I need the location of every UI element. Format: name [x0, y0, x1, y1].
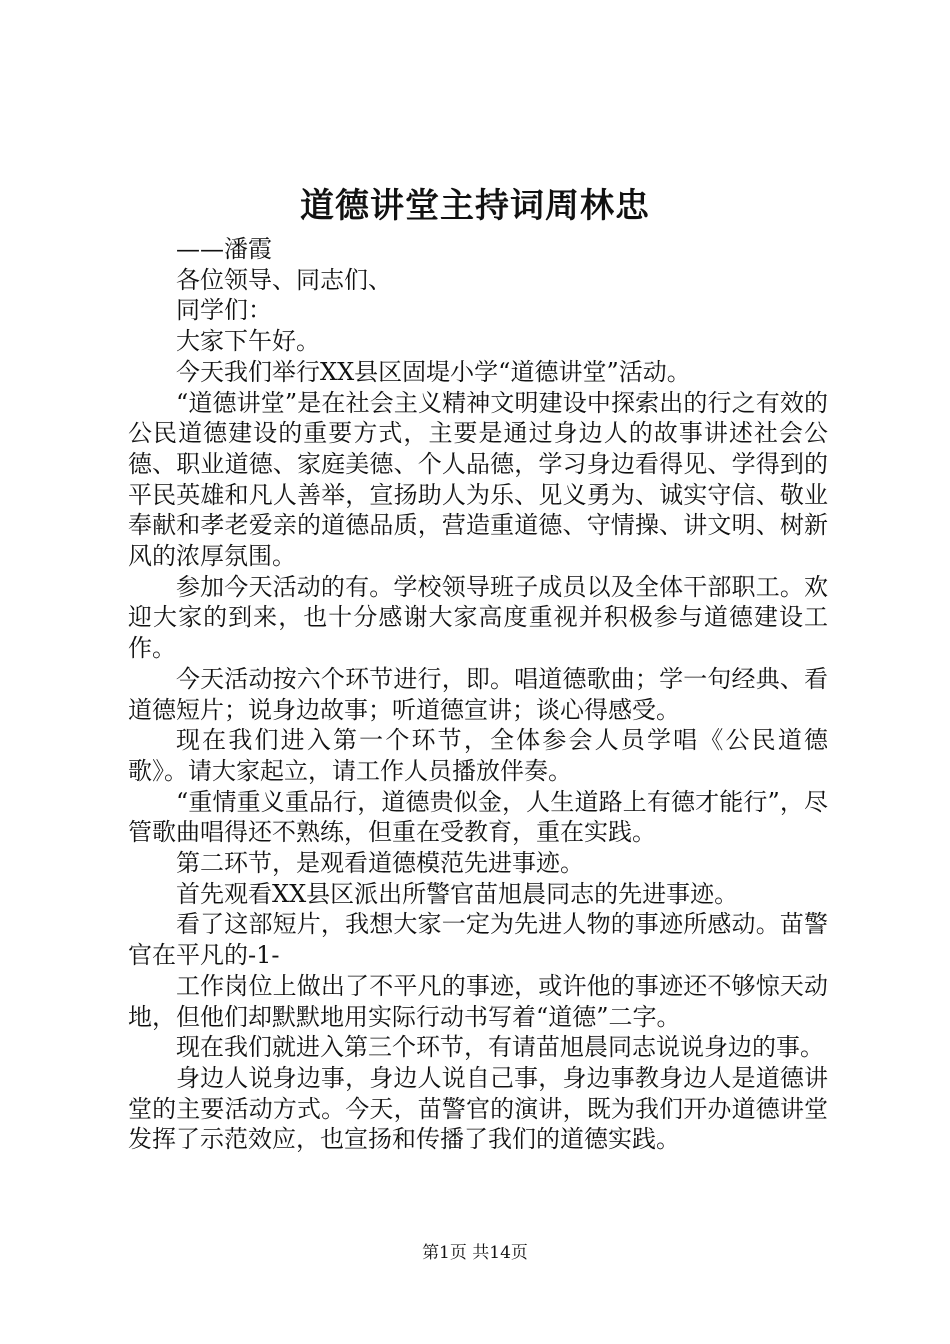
paragraph-attendees: 参加今天活动的有。学校领导班子成员以及全体干部职工。欢迎大家的到来，也十分感谢大家高度重视并积极参与道德建设工作。 [128, 572, 828, 663]
paragraph-agenda: 今天活动按六个环节进行，即。唱道德歌曲；学一句经典、看道德短片；说身边故事；听道德宣讲；谈心得感受。 [128, 664, 828, 724]
page-footer: 第1页 共14页 [422, 1243, 528, 1263]
paragraph-greeting-2: 同学们： [176, 296, 272, 325]
document-body [128, 234, 828, 1155]
paragraph-video-reflection: 看了这部短片，我想大家一定为先进人物的事迹所感动。苗警官在平凡的-1- [128, 910, 828, 970]
paragraph-song-quote: “重情重义重品行，道德贵似金，人生道路上有德才能行”，尽管歌曲唱得还不熟练，但重在受教育，重在实践。 [128, 787, 828, 847]
paragraph-greeting-1: 各位领导、同志们、 [176, 265, 392, 294]
document-title: 道德讲堂主持词周林忠 [300, 186, 650, 226]
paragraph-event-intro: 今天我们举行XX县区固堤小学“道德讲堂”活动。 [176, 357, 691, 386]
paragraph-greeting-3: 大家下午好。 [176, 327, 320, 356]
paragraph-third-segment: 现在我们就进入第三个环节，有请苗旭晨同志说说身边的事。 [176, 1033, 824, 1062]
paragraph-video-continuation: 工作岗位上做出了不平凡的事迹，或许他的事迹还不够惊天动地，但他们却默默地用实际行动书写着“道德”二字。 [128, 971, 828, 1031]
paragraph-lecture-description: “道德讲堂”是在社会主义精神文明建设中探索出的行之有效的公民道德建设的重要方式，主要是通过身边人的故事讲述社会公德、职业道德、家庭美德、个人品德，学习身边看得见、学得到的平民英雄和凡人善举，宣扬助人为乐、见义勇为、诚实守信、敬业奉献和孝老爱亲的道德品质，营造重道德、守情操、讲文明、树新风的浓厚氛围。 [128, 388, 828, 571]
paragraph-second-segment: 第二环节，是观看道德模范先进事迹。 [176, 849, 584, 878]
paragraph-speech-summary: 身边人说身边事，身边人说自己事，身边事教身边人是道德讲堂的主要活动方式。今天，苗警官的演讲，既为我们开办道德讲堂发挥了示范效应，也宣扬和传播了我们的道德实践。 [128, 1063, 828, 1154]
paragraph-video-intro: 首先观看XX县区派出所警官苗旭晨同志的先进事迹。 [176, 879, 739, 908]
paragraph-first-segment: 现在我们进入第一个环节，全体参会人员学唱《公民道德歌》。请大家起立，请工作人员播放伴奏。 [128, 726, 828, 785]
paragraph-author: ——潘霞 [176, 235, 272, 263]
